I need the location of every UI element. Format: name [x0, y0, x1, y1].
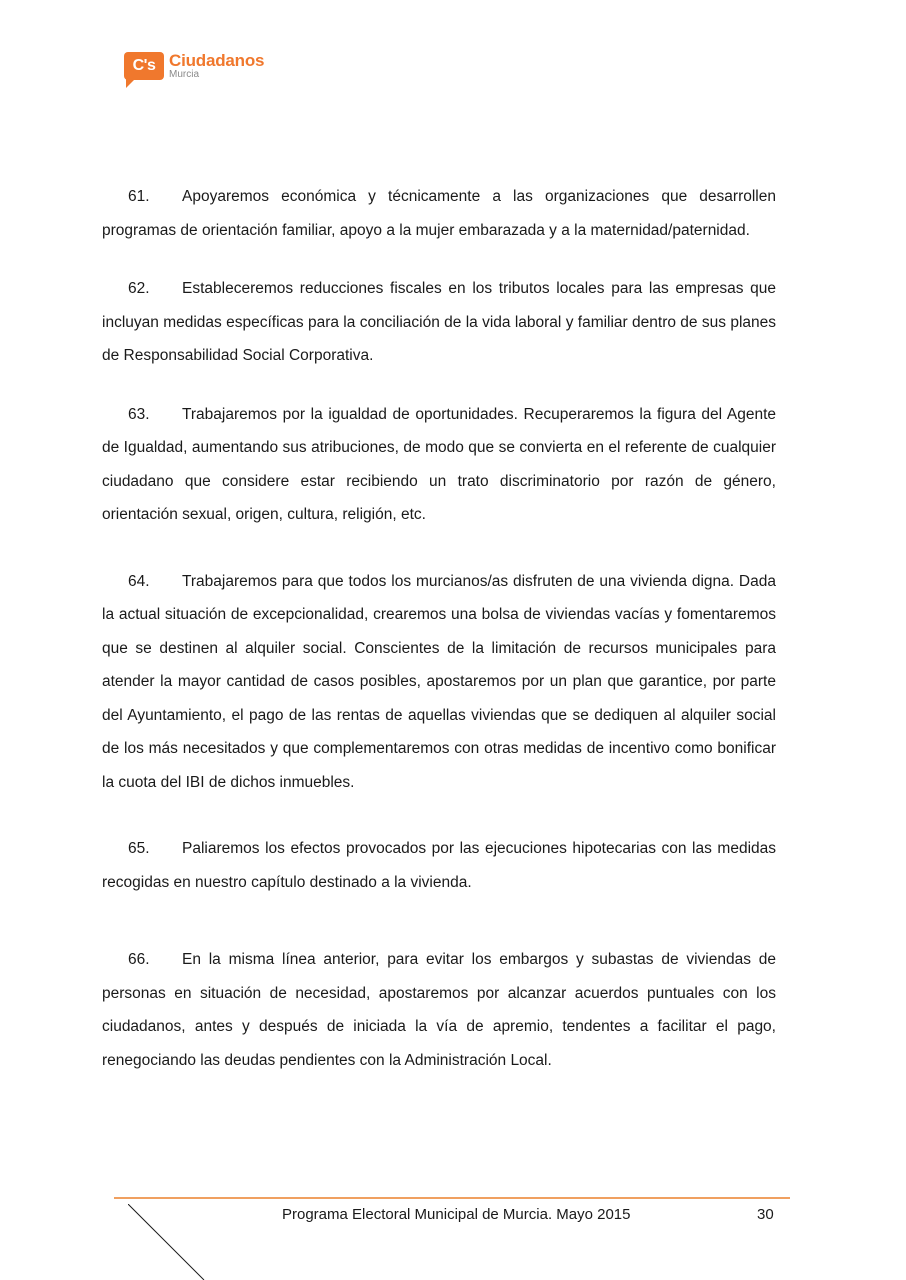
paragraph-64 [102, 565, 776, 800]
paragraph-text: Trabajaremos para que todos los murcianos/as disfruten de una vivienda digna. Dada la actual situación de excepcionalidad, crearemos una bolsa de viviendas vacías y fomentaremos que se destinen al alquiler social. Conscientes de la limitación de recursos municipales para atender la mayor cantidad de casos posibles, apostaremos por un plan que garantice, por parte del Ayuntamiento, el pago de las rentas de aquellas viviendas que se dediquen al alquiler social de los más necesitados y que complementaremos con otras medidas de incentivo como bonificar la cuota del IBI de dichos inmuebles. [102, 572, 776, 791]
paragraph-number: 64. [128, 572, 150, 590]
paragraph-number: 61. [128, 188, 150, 205]
paragraph-63 [102, 398, 776, 532]
paragraph-text: Paliaremos los efectos provocados por las ejecuciones hipotecarias con las medidas recogidas en nuestro capítulo destinado a la vivienda. [102, 840, 776, 891]
logo-badge: C's [124, 52, 164, 80]
paragraph-number: 62. [128, 280, 150, 297]
logo-name: Ciudadanos [169, 51, 265, 70]
paragraph-66 [102, 943, 776, 1077]
page-number: 30 [757, 1206, 774, 1223]
footer-divider [114, 1197, 790, 1199]
paragraph-text: Estableceremos reducciones fiscales en los tributos locales para las empresas que incluyan medidas específicas para la conciliación de la vida laboral y familiar dentro de sus planes de Responsabilidad Social Corporativa. [102, 280, 776, 364]
document-body [102, 180, 776, 1077]
paragraph-number: 66. [128, 951, 150, 968]
paragraph-61 [102, 180, 776, 247]
paragraph-number: 63. [128, 405, 150, 423]
paragraph-text: En la misma línea anterior, para evitar los embargos y subastas de viviendas de personas en situación de necesidad, apostaremos por alcanzar acuerdos puntuales con los ciudadanos, antes y después de iniciada la vía de apremio, tendentes a facilitar el pago, renegociando las deudas pendientes con la Administración Local. [102, 951, 776, 1069]
logo-city: Murcia [169, 69, 200, 80]
paragraph-text: Trabajaremos por la igualdad de oportunidades. Recuperaremos la figura del Agente de Igualdad, aumentando sus atribuciones, de modo que se convierta en el referente de cualquier ciudadano que considere estar recibiendo un trato discriminatorio por razón de género, orientación sexual, origen, cultura, religión, etc. [102, 405, 776, 523]
logo-text [169, 52, 264, 80]
paragraph-62 [102, 272, 776, 373]
footer-diagonal-line [128, 1204, 208, 1280]
paragraph-number: 65. [128, 840, 150, 857]
footer-title: Programa Electoral Municipal de Murcia. Mayo 2015 [282, 1206, 631, 1223]
ciudadanos-logo [124, 52, 264, 80]
paragraph-text: Apoyaremos económica y técnicamente a las organizaciones que desarrollen programas de orientación familiar, apoyo a la mujer embarazada y a la maternidad/paternidad. [102, 188, 776, 239]
paragraph-65 [102, 832, 776, 899]
